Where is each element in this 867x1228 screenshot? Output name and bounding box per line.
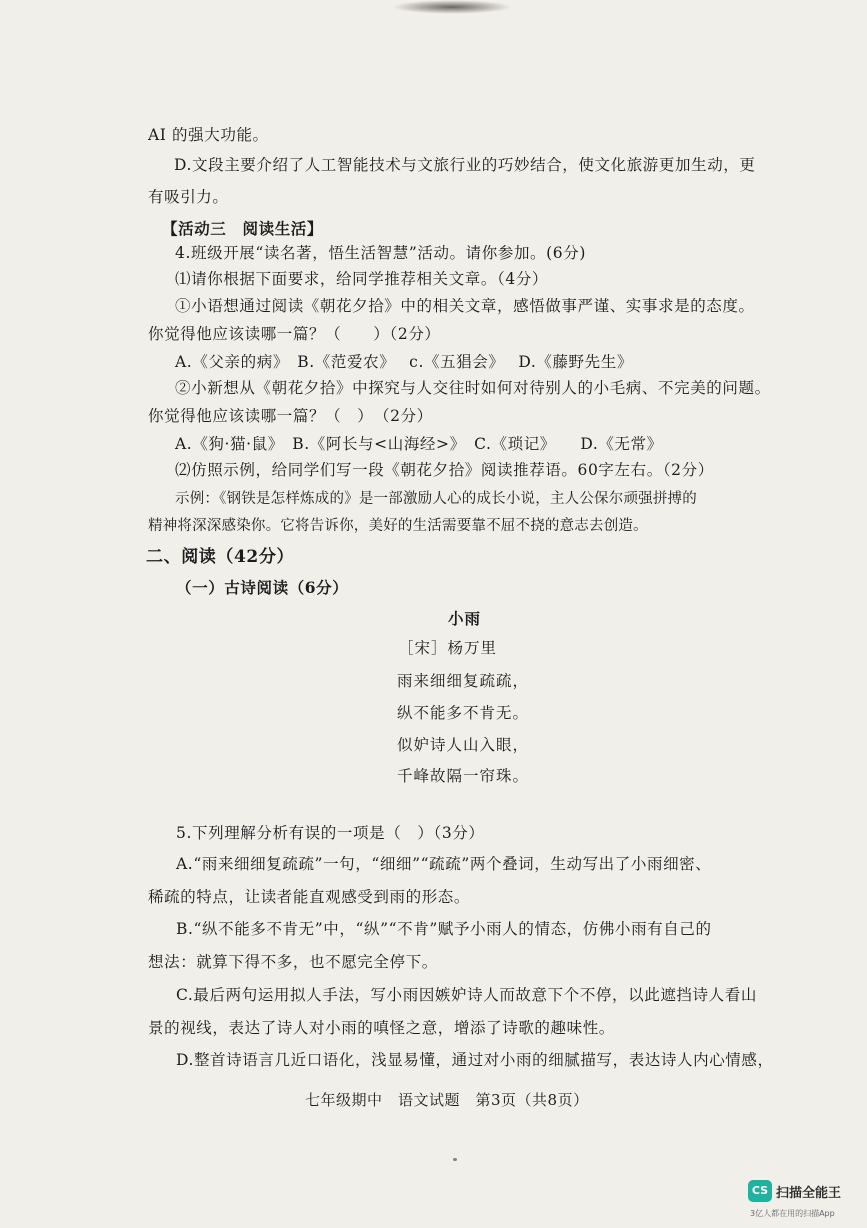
example-line-1: 示例：《钢铁是怎样炼成的》是一部激励人心的成长小说，主人公保尔顽强拼搏的 xyxy=(175,491,697,507)
option-b-line: 想法：就算下得不多，也不愿完全停下。 xyxy=(148,953,438,971)
text-line: AI 的强大功能。 xyxy=(148,126,269,144)
question-5: 5.下列理解分析有误的一项是（ ）（3分） xyxy=(176,824,485,842)
watermark-title: 扫描全能王 xyxy=(776,1186,842,1201)
option-a-line: 稀疏的特点，让读者能直观感受到雨的形态。 xyxy=(148,888,471,906)
subsection-heading: （一）古诗阅读（6分） xyxy=(176,578,349,597)
option-c-line: 景的视线，表达了诗人对小雨的嗔怪之意，增添了诗歌的趣味性。 xyxy=(148,1019,615,1037)
camscanner-logo-icon: CS xyxy=(748,1180,772,1202)
scanner-watermark xyxy=(748,1178,860,1222)
question-4-1a-options: A.《父亲的病》 B.《范爱农》 c.《五猖会》 D.《藤野先生》 xyxy=(175,353,633,371)
poem-line: 纵不能多不肯无。 xyxy=(397,704,530,722)
scan-smudge xyxy=(392,0,512,14)
option-b-line: B.“纵不能多不肯无”中，“纵”“不肯”赋予小雨人的情态，仿佛小雨有自己的 xyxy=(176,920,712,938)
question-4-1a-prompt: 你觉得他应该读哪一篇？（ ）（2分） xyxy=(148,325,441,343)
question-4-1a: ①小语想通过阅读《朝花夕拾》中的相关文章，感悟做事严谨、实事求是的态度。 xyxy=(175,297,755,315)
option-a-line: A.“雨来细细复疏疏”一句，“细细”“疏疏”两个叠词，生动写出了小雨细密、 xyxy=(176,855,712,873)
activity-heading: 【活动三 阅读生活】 xyxy=(162,219,324,238)
question-4-part-2: ⑵仿照示例，给同学们写一段《朝花夕拾》阅读推荐语。60字左右。（2分） xyxy=(175,461,714,479)
page-footer: 七年级期中 语文试题 第3页（共8页） xyxy=(305,1091,589,1109)
poem-line: 千峰故隔一帘珠。 xyxy=(397,767,530,785)
scan-speck xyxy=(453,1158,457,1161)
example-line-2: 精神将深深感染你。它将告诉你，美好的生活需要靠不屈不挠的意志去创造。 xyxy=(148,518,648,534)
poem-line: 雨来细细复疏疏， xyxy=(397,672,530,690)
section-heading: 二、阅读（42分） xyxy=(146,547,295,567)
question-4-1b-prompt: 你觉得他应该读哪一篇？（ ） （2分） xyxy=(148,407,433,425)
option-d-line: D.整首诗语言几近口语化，浅显易懂，通过对小雨的细腻描写，表达诗人内心情感， xyxy=(176,1051,774,1069)
question-4-part-1: ⑴请你根据下面要求，给同学推荐相关文章。（4分） xyxy=(175,270,549,288)
option-d-line: D.文段主要介绍了人工智能技术与文旅行业的巧妙结合，使文化旅游更加生动，更 xyxy=(174,156,756,174)
question-4: 4.班级开展“读名著，悟生活智慧”活动。请你参加。(6分) xyxy=(175,244,586,262)
poem-title: 小雨 xyxy=(448,609,482,628)
option-c-line: C.最后两句运用拟人手法，写小雨因嫉妒诗人而故意下个不停，以此遮挡诗人看山 xyxy=(176,986,757,1004)
poem-line: 似妒诗人山入眼， xyxy=(397,736,530,754)
watermark-subtitle: 3亿人都在用的扫描App xyxy=(750,1209,835,1218)
question-4-1b: ②小新想从《朝花夕拾》中探究与人交往时如何对待别人的小毛病、不完美的问题。 xyxy=(175,379,771,397)
question-4-1b-options: A.《狗·猫·鼠》 B.《阿长与<山海经>》 C.《琐记》 D.《无常》 xyxy=(175,435,663,453)
poem-author: ［宋］杨万里 xyxy=(398,639,498,657)
text-line: 有吸引力。 xyxy=(148,188,229,206)
